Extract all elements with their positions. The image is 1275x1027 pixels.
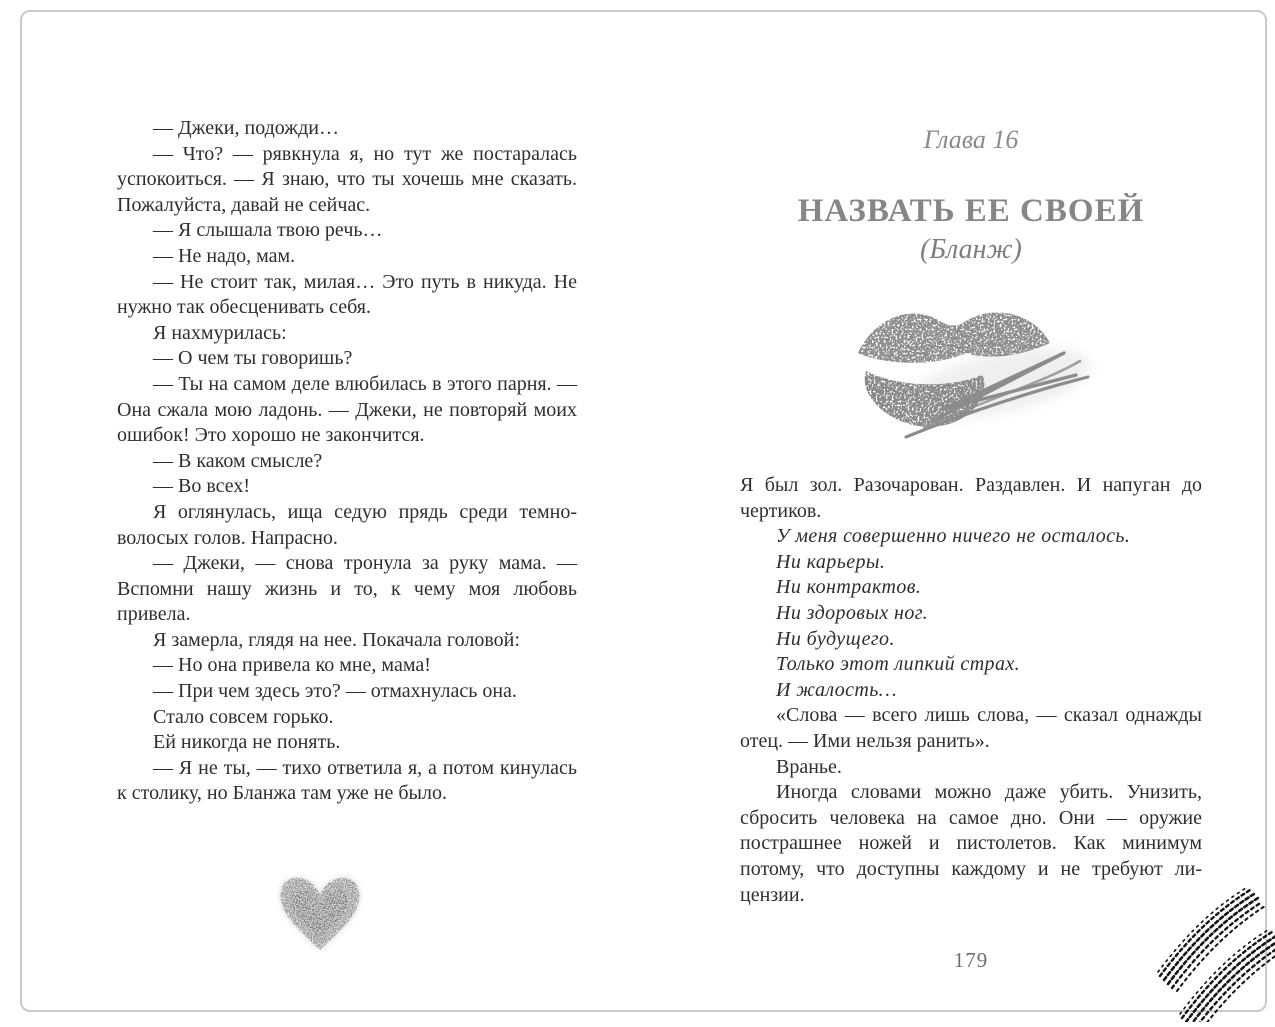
paragraph: Я замерла, глядя на нее. Покачала головой:: [153, 628, 520, 651]
paragraph: — Ты на самом деле влюбилась в этого парня. — Она сжала мою ладонь. — Джеки, не повторяй моих ошибок! Это хорошо не закончится.: [117, 372, 577, 447]
paragraph: — Джеки, — снова тронула за руку мама. — Вспомни нашу жизнь и то, к чему моя любовь привела.: [117, 552, 577, 626]
paragraph: — Не стоит так, милая… Это путь в никуда. Не нужно так обесценивать себя.: [117, 270, 577, 319]
paragraph: Ни контрактов.: [776, 576, 922, 599]
heart-illustration: [270, 854, 370, 974]
paragraph: И жалость…: [776, 678, 897, 701]
paragraph: — Джеки, подожди…: [153, 117, 339, 139]
right-page-text: [740, 473, 1202, 908]
paragraph: Только этот липкий страх.: [776, 653, 1021, 676]
paragraph: — Не надо, мам.: [153, 244, 296, 267]
paragraph: Ни будущего.: [776, 627, 895, 650]
left-page-text: [117, 116, 577, 807]
wheat-ears-icon: [1154, 880, 1275, 1022]
paragraph: Я нахмурилась:: [153, 321, 287, 344]
paragraph: — Но она привела ко мне, мама!: [153, 654, 431, 677]
paragraph: У меня совершенно ничего не осталось.: [776, 525, 1131, 548]
paragraph: Иногда словами можно даже убить. Унизить, сбросить человека на самое дно. Они — оружие пострашнее ножей и пистолетов. Как минимум потому, что доступны каждому и не требуют лицензии.: [740, 781, 1202, 906]
paragraph: — Что? — рявкнула я, но тут же постаралась успокоиться. — Я знаю, что ты хочешь мне сказать. Пожалуйста, давай не сейчас.: [117, 142, 577, 216]
wheat-ears-decoration: [1154, 880, 1275, 1022]
kiss-mark-icon: [840, 291, 1102, 451]
chapter-label: Глава 16: [923, 125, 1019, 154]
paragraph: Я оглянулась, ища седую прядь среди темноволосых голов. Напрасно.: [117, 500, 577, 549]
paragraph: Ни карьеры.: [776, 550, 886, 573]
stippled-heart-icon: [270, 854, 370, 974]
right-page: [740, 117, 1202, 908]
paragraph: Ей никогда не понять.: [153, 731, 341, 754]
paragraph: — Во всех!: [153, 475, 251, 498]
paragraph: — Я не ты, — тихо ответила я, а потом кинулась к столику, но Бланжа там уже не было.: [117, 756, 577, 805]
chapter-subtitle: (Бланж): [920, 234, 1022, 265]
chapter-title: НАЗВАТЬ ЕЕ СВОЕЙ: [797, 193, 1145, 229]
paragraph: Вранье.: [776, 755, 842, 778]
paragraph: — О чем ты говоришь?: [153, 347, 353, 370]
paragraph: Ни здоровых ног.: [776, 601, 929, 624]
paragraph: «Слова — всего лишь слова, — сказал однажды отец. — Ими нельзя ранить».: [740, 704, 1202, 752]
paragraph: — При чем здесь это? — отмахнулась она.: [153, 680, 517, 703]
page-number: 179: [953, 948, 989, 972]
book-page-spread: [20, 10, 1267, 1012]
paragraph: Я был зол. Разочарован. Раздавлен. И напуган до чертиков.: [740, 474, 1202, 522]
paragraph: Стало совсем горько.: [153, 705, 334, 728]
paragraph: — В каком смысле?: [153, 449, 323, 472]
paragraph: — Я слышала твою речь…: [153, 219, 383, 242]
kiss-illustration: [740, 291, 1202, 451]
